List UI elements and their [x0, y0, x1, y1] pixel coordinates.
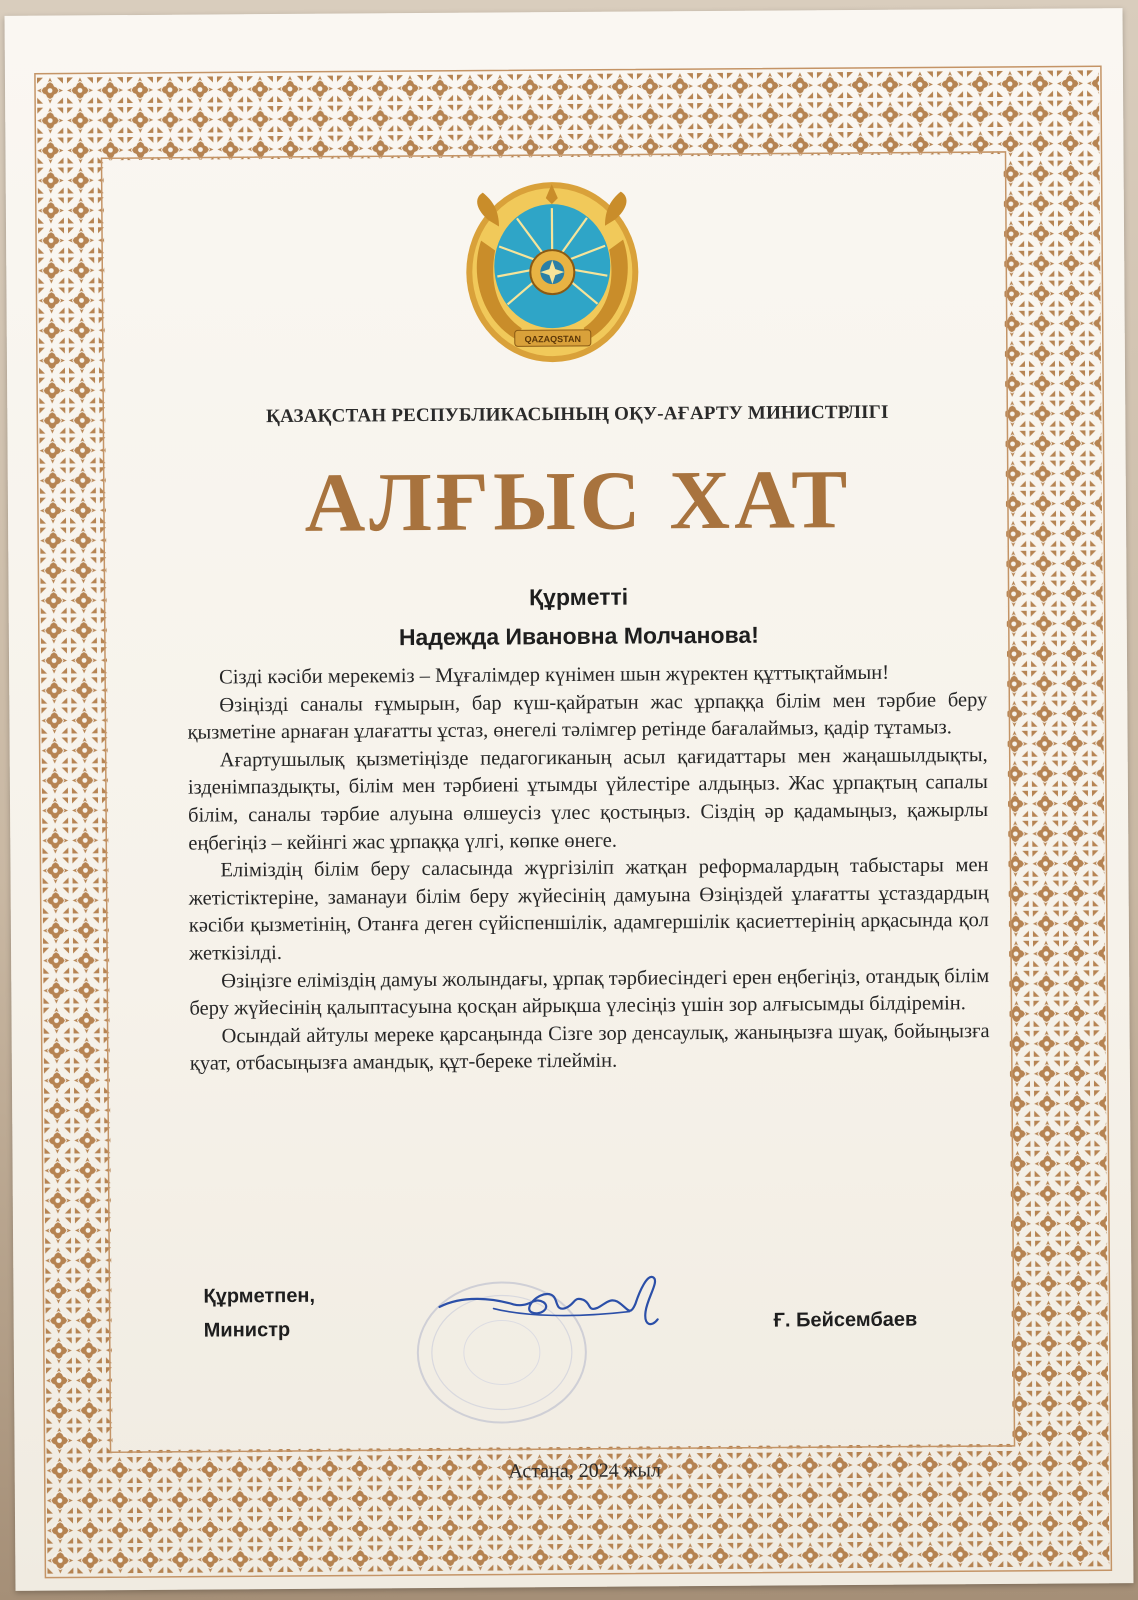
state-emblem-icon [459, 179, 646, 370]
salutation [158, 575, 999, 659]
paragraph: Өзіңізді саналы ғұмырын, бар күш-қайратын жас ұрпаққа білім мен тәрбие беру қызметіне арнаған ұлағатты ұстаз, өнегелі тәлімгер ретінде бағалаймыз, қадір тұтамыз. [187, 688, 988, 744]
paragraph: Еліміздің білім беру саласында жүргізіліп жатқан реформалардың табыстары мен жетістіктеріне, заманауи білім беру жүйесінің дамуына Өзіңіздей ұлағатты ұстаздардың кәсіби қызметінің, Отанға деген сүйіспеншілік, адамгершілік қасиеттерінің арқасында қол жеткізілді. [188, 854, 989, 965]
document-title: АЛҒЫС ХАТ [304, 453, 852, 550]
signature-icon [433, 1267, 683, 1339]
emblem-text: QAZAQSTAN [524, 333, 581, 345]
paragraph: Ағартушылық қызметіңізде педагогиканың асыл қағидаттары мен жаңашылдықты, ізденімпаздықты, білім мен тәрбиені ұтымды үйлестіре алдыңыз. Жас ұрпақтың сапалы білім, саналы тәрбие алуына өлшеусіз үлес қостыңыз. Сіздің әр қадамыңыз, қажырлы еңбегіңіз – кейінгі жас ұрпаққа үлгі, көпке өнеге. [187, 743, 989, 855]
closing-regards: Құрметпен, [203, 1284, 316, 1308]
closing-block [203, 1279, 315, 1348]
ministry-heading: ҚАЗАҚСТАН РЕСПУБЛИКАСЫНЫҢ ОҚУ-АҒАРТУ МИНИСТРЛІГІ [265, 401, 889, 428]
paragraph: Сізді кәсіби мерекеміз – Мұғалімдер күнімен шын жүректен құттықтаймын! [219, 661, 890, 689]
recipient-name: Надежда Ивановна Молчанова! [398, 621, 759, 651]
certificate-sheet [5, 8, 1134, 1591]
signer-name: Ғ. Бейсембаев [773, 1308, 918, 1332]
place-and-year: Астана, 2024 жыл [508, 1459, 662, 1483]
paragraph: Өзіңізге еліміздің дамуы жолындағы, ұрпақ тәрбиесіндегі ерен еңбегіңіз, отандық білім беру жүйесінің қалыптасуына қосқан айрықша үлесіңіз үшін зор алғысымды білдіремін. [189, 964, 990, 1020]
signer-title: Министр [203, 1318, 291, 1342]
letter-body [187, 659, 990, 1078]
paragraph: Осындай айтулы мереке қарсаңында Сізге зор денсаулық, жаныңызға шуақ, бойыңызға қуат, отбасыңызға амандық, құт-береке тілеймін. [189, 1019, 990, 1075]
salutation-line-1: Құрметті [528, 583, 629, 611]
